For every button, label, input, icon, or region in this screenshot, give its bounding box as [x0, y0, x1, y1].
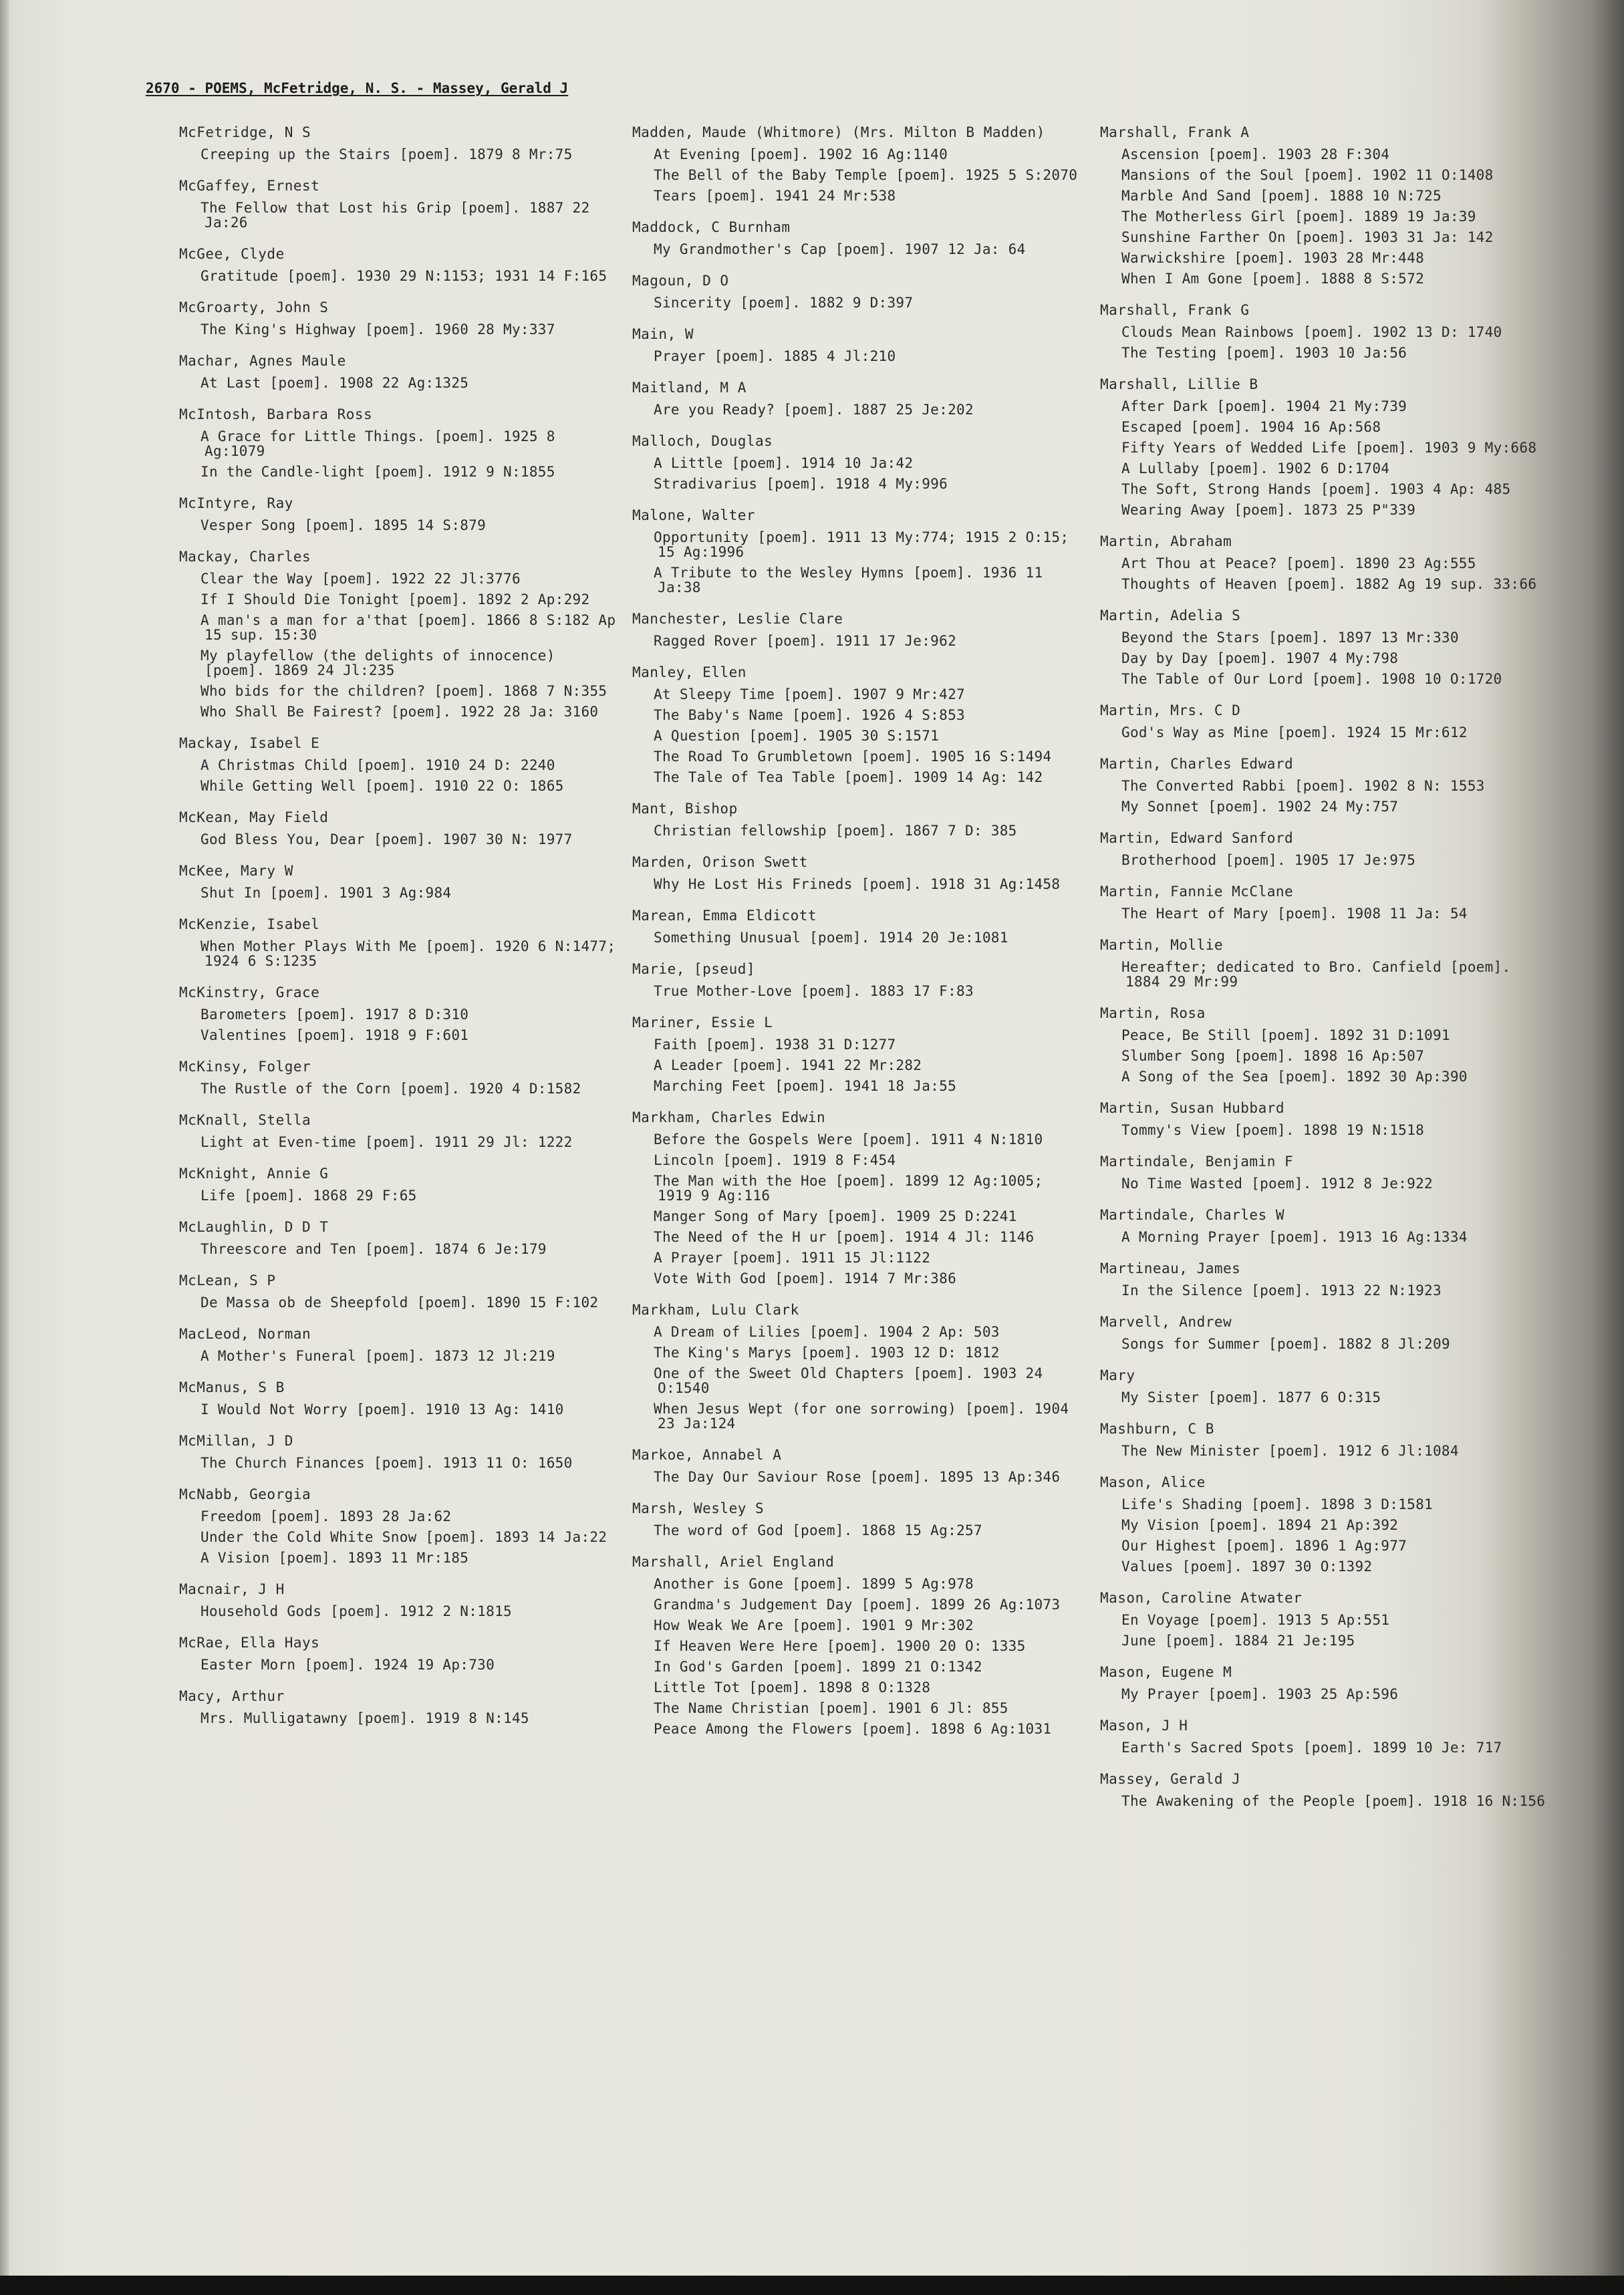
poem-citation: Fifty Years of Wedded Life [poem]. 1903 9 My:668	[1121, 440, 1537, 456]
index-entry	[632, 801, 1093, 838]
poem-citation: Barometers [poem]. 1917 8 D:310	[200, 1006, 469, 1023]
author-name: Marie, [pseud]	[632, 961, 756, 977]
page-edge-shadow	[0, 0, 9, 2276]
author-name: Martin, Rosa	[1100, 1005, 1206, 1021]
index-entry	[1100, 533, 1561, 591]
index-entry	[179, 406, 620, 479]
author-name: McRae, Ella Hays	[179, 1635, 320, 1651]
index-entry	[179, 246, 620, 283]
poem-citation: I Would Not Worry [poem]. 1910 13 Ag: 1410	[200, 1401, 564, 1418]
index-entry	[632, 273, 1093, 310]
index-entry	[179, 735, 620, 793]
index-column-1	[179, 124, 620, 1742]
author-name: Martin, Edward Sanford	[1100, 830, 1294, 846]
poem-citation: The Fellow that Lost his Grip [poem]. 1887 22 Ja:26	[200, 200, 590, 231]
author-name: Mariner, Essie L	[632, 1015, 773, 1031]
poem-citation: A Tribute to the Wesley Hymns [poem]. 1936 11 Ja:38	[654, 565, 1043, 595]
index-entry	[632, 507, 1093, 595]
poem-citation: My Sonnet [poem]. 1902 24 My:757	[1121, 799, 1399, 815]
poem-citation: Stradivarius [poem]. 1918 4 My:996	[654, 476, 948, 492]
index-entry	[179, 1433, 620, 1470]
author-name: McNabb, Georgia	[179, 1486, 311, 1502]
poem-citation: The Name Christian [poem]. 1901 6 Jl: 855	[654, 1700, 1008, 1716]
author-name: McKee, Mary W	[179, 863, 293, 879]
author-name: Marean, Emma Eldicott	[632, 908, 817, 924]
index-entry	[1100, 884, 1561, 921]
poem-citation: Are you Ready? [poem]. 1887 25 Je:202	[654, 402, 974, 418]
author-name: McGee, Clyde	[179, 246, 285, 262]
author-name: Machar, Agnes Maule	[179, 353, 346, 369]
poem-citation: Clouds Mean Rainbows [poem]. 1902 13 D: 1740	[1121, 324, 1502, 340]
poem-citation: A Question [poem]. 1905 30 S:1571	[654, 728, 940, 744]
index-entry	[632, 961, 1093, 998]
poem-citation: Marble And Sand [poem]. 1888 10 N:725	[1121, 188, 1442, 204]
author-name: Marshall, Ariel England	[632, 1554, 835, 1570]
poem-citation: The Converted Rabbi [poem]. 1902 8 N: 1553	[1121, 778, 1485, 794]
index-entry	[1100, 376, 1561, 517]
poem-citation: Shut In [poem]. 1901 3 Ag:984	[200, 885, 452, 901]
poem-citation: Art Thou at Peace? [poem]. 1890 23 Ag:555	[1121, 555, 1476, 571]
index-entry	[632, 664, 1093, 785]
poem-citation: When I Am Gone [poem]. 1888 8 S:572	[1121, 271, 1425, 287]
poem-citation: My Sister [poem]. 1877 6 O:315	[1121, 1389, 1381, 1405]
poem-citation: Peace, Be Still [poem]. 1892 31 D:1091	[1121, 1027, 1450, 1043]
poem-citation: Warwickshire [poem]. 1903 28 Mr:448	[1121, 250, 1425, 266]
author-name: Mason, J H	[1100, 1718, 1188, 1734]
poem-citation: The Baby's Name [poem]. 1926 4 S:853	[654, 707, 965, 723]
index-entry	[179, 1379, 620, 1417]
poem-citation: My Vision [poem]. 1894 21 Ap:392	[1121, 1517, 1399, 1533]
index-entry	[1100, 124, 1561, 286]
poem-citation: In God's Garden [poem]. 1899 21 O:1342	[654, 1659, 982, 1675]
poem-citation: The Man with the Hoe [poem]. 1899 12 Ag:1005; 1919 9 Ag:116	[654, 1173, 1043, 1204]
author-name: Main, W	[632, 326, 694, 342]
author-name: Malloch, Douglas	[632, 433, 773, 449]
poem-citation: No Time Wasted [poem]. 1912 8 Je:922	[1121, 1176, 1433, 1192]
index-entry	[632, 1500, 1093, 1538]
index-entry	[632, 1109, 1093, 1286]
poem-citation: The Table of Our Lord [poem]. 1908 10 O:1720	[1121, 671, 1502, 687]
poem-citation: The word of God [poem]. 1868 15 Ag:257	[654, 1522, 982, 1538]
poem-citation: Gratitude [poem]. 1930 29 N:1153; 1931 14 F:165	[200, 268, 607, 284]
index-entry	[179, 1688, 620, 1726]
author-name: Manchester, Leslie Clare	[632, 611, 843, 627]
index-entry	[632, 908, 1093, 945]
poem-citation: Sunshine Farther On [poem]. 1903 31 Ja: 142	[1121, 229, 1494, 245]
index-entry	[1100, 1474, 1561, 1574]
poem-citation: The Soft, Strong Hands [poem]. 1903 4 Ap: 485	[1121, 481, 1511, 497]
author-name: Martin, Adelia S	[1100, 608, 1241, 624]
index-entry	[179, 124, 620, 162]
index-entry	[632, 380, 1093, 417]
poem-citation: If Heaven Were Here [poem]. 1900 20 O: 1335	[654, 1638, 1026, 1654]
author-name: Macnair, J H	[179, 1581, 285, 1597]
author-name: Martin, Abraham	[1100, 533, 1232, 549]
index-entry	[1100, 1421, 1561, 1458]
author-name: Martindale, Benjamin F	[1100, 1154, 1294, 1170]
poem-citation: Opportunity [poem]. 1911 13 My:774; 1915 2 O:15; 15 Ag:1996	[654, 529, 1069, 560]
poem-citation: The King's Marys [poem]. 1903 12 D: 1812	[654, 1345, 1000, 1361]
poem-citation: Sincerity [poem]. 1882 9 D:397	[654, 295, 914, 311]
page-header: 2670 - POEMS, McFetridge, N. S. - Massey, Gerald J	[146, 80, 569, 96]
poem-citation: Lincoln [poem]. 1919 8 F:454	[654, 1152, 896, 1168]
poem-citation: A Prayer [poem]. 1911 15 Jl:1122	[654, 1250, 931, 1266]
index-entry	[1100, 1260, 1561, 1298]
index-entry	[1100, 608, 1561, 686]
poem-citation: Peace Among the Flowers [poem]. 1898 6 Ag:1031	[654, 1721, 1052, 1737]
index-entry	[1100, 702, 1561, 740]
poem-citation: A Christmas Child [poem]. 1910 24 D: 2240	[200, 757, 555, 773]
poem-citation: Our Highest [poem]. 1896 1 Ag:977	[1121, 1538, 1407, 1554]
author-name: McKinsy, Folger	[179, 1059, 311, 1075]
poem-citation: God's Way as Mine [poem]. 1924 15 Mr:612	[1121, 724, 1468, 740]
index-entry	[1100, 302, 1561, 360]
index-entry	[1100, 1367, 1561, 1405]
author-name: Macy, Arthur	[179, 1688, 285, 1704]
poem-citation: In the Silence [poem]. 1913 22 N:1923	[1121, 1282, 1442, 1299]
poem-citation: De Massa ob de Sheepfold [poem]. 1890 15 F:102	[200, 1295, 599, 1311]
index-entry	[1100, 756, 1561, 814]
index-entry	[1100, 1590, 1561, 1648]
poem-citation: A Leader [poem]. 1941 22 Mr:282	[654, 1057, 922, 1073]
index-entry	[1100, 830, 1561, 867]
poem-citation: Easter Morn [poem]. 1924 19 Ap:730	[200, 1657, 495, 1673]
scanner-bottom-edge	[0, 2276, 1624, 2295]
poem-citation: At Sleepy Time [poem]. 1907 9 Mr:427	[654, 686, 965, 702]
index-entry	[1100, 1314, 1561, 1351]
poem-citation: The Need of the H ur [poem]. 1914 4 Jl: 1146	[654, 1229, 1035, 1245]
author-name: Mason, Alice	[1100, 1474, 1206, 1490]
index-entry	[1100, 1005, 1561, 1084]
author-name: Martin, Susan Hubbard	[1100, 1100, 1285, 1116]
index-entry	[179, 178, 620, 230]
author-name: Martin, Mrs. C D	[1100, 702, 1241, 718]
author-name: McManus, S B	[179, 1379, 285, 1395]
author-name: Marshall, Lillie B	[1100, 376, 1258, 392]
poem-citation: At Last [poem]. 1908 22 Ag:1325	[200, 375, 469, 391]
poem-citation: When Mother Plays With Me [poem]. 1920 6 N:1477; 1924 6 S:1235	[200, 938, 616, 969]
author-name: Martindale, Charles W	[1100, 1207, 1285, 1223]
index-entry	[179, 1486, 620, 1565]
poem-citation: The Motherless Girl [poem]. 1889 19 Ja:39	[1121, 209, 1476, 225]
poem-citation: Prayer [poem]. 1885 4 Jl:210	[654, 348, 896, 364]
author-name: Maitland, M A	[632, 380, 747, 396]
poem-citation: Life's Shading [poem]. 1898 3 D:1581	[1121, 1496, 1433, 1512]
poem-citation: While Getting Well [poem]. 1910 22 O: 1865	[200, 778, 564, 794]
poem-citation: The Tale of Tea Table [poem]. 1909 14 Ag: 142	[654, 769, 1043, 785]
poem-citation: Ascension [poem]. 1903 28 F:304	[1121, 146, 1390, 162]
index-entry	[179, 863, 620, 900]
poem-citation: Songs for Summer [poem]. 1882 8 Jl:209	[1121, 1336, 1450, 1352]
author-name: McFetridge, N S	[179, 124, 311, 140]
index-entry	[179, 1326, 620, 1363]
index-entry	[179, 916, 620, 968]
author-name: McKnight, Annie G	[179, 1166, 329, 1182]
author-name: Massey, Gerald J	[1100, 1771, 1241, 1787]
index-entry	[179, 353, 620, 390]
index-entry	[632, 219, 1093, 257]
author-name: Mason, Caroline Atwater	[1100, 1590, 1303, 1606]
author-name: McKenzie, Isabel	[179, 916, 320, 932]
poem-citation: Slumber Song [poem]. 1898 16 Ap:507	[1121, 1048, 1425, 1064]
poem-citation: Under the Cold White Snow [poem]. 1893 14 Ja:22	[200, 1529, 607, 1545]
author-name: Malone, Walter	[632, 507, 756, 523]
poem-citation: June [poem]. 1884 21 Je:195	[1121, 1633, 1355, 1649]
poem-citation: Light at Even-time [poem]. 1911 29 Jl: 1222	[200, 1134, 573, 1150]
index-entry	[632, 1302, 1093, 1431]
poem-citation: How Weak We Are [poem]. 1901 9 Mr:302	[654, 1617, 974, 1633]
poem-citation: The King's Highway [poem]. 1960 28 My:337	[200, 321, 555, 338]
index-entry	[179, 809, 620, 847]
poem-citation: My Grandmother's Cap [poem]. 1907 12 Ja: 64	[654, 241, 1026, 257]
poem-citation: Beyond the Stars [poem]. 1897 13 Mr:330	[1121, 630, 1459, 646]
poem-citation: The Heart of Mary [poem]. 1908 11 Ja: 54	[1121, 906, 1468, 922]
author-name: Magoun, D O	[632, 273, 729, 289]
poem-citation: Hereafter; dedicated to Bro. Canfield [poem]. 1884 29 Mr:99	[1121, 959, 1511, 990]
index-entry	[179, 1272, 620, 1310]
author-name: Markham, Charles Edwin	[632, 1109, 826, 1125]
poem-citation: Manger Song of Mary [poem]. 1909 25 D:2241	[654, 1208, 1017, 1224]
index-entry	[632, 1447, 1093, 1484]
poem-citation: After Dark [poem]. 1904 21 My:739	[1121, 398, 1407, 414]
author-name: McLean, S P	[179, 1272, 276, 1289]
index-entry	[632, 124, 1093, 203]
poem-citation: The New Minister [poem]. 1912 6 Jl:1084	[1121, 1443, 1459, 1459]
index-entry	[632, 1015, 1093, 1093]
author-name: Marden, Orison Swett	[632, 854, 808, 870]
author-name: McMillan, J D	[179, 1433, 293, 1449]
index-entry	[632, 326, 1093, 364]
poem-citation: Household Gods [poem]. 1912 2 N:1815	[200, 1603, 512, 1619]
poem-citation: Earth's Sacred Spots [poem]. 1899 10 Je: 717	[1121, 1740, 1502, 1756]
poem-citation: Who Shall Be Fairest? [poem]. 1922 28 Ja: 3160	[200, 704, 599, 720]
poem-citation: Tears [poem]. 1941 24 Mr:538	[654, 188, 896, 204]
poem-citation: Grandma's Judgement Day [poem]. 1899 26 Ag:1073	[654, 1597, 1061, 1613]
index-entry	[1100, 1207, 1561, 1244]
index-entry	[179, 1112, 620, 1150]
poem-citation: One of the Sweet Old Chapters [poem]. 1903 24 O:1540	[654, 1365, 1043, 1396]
author-name: McKnall, Stella	[179, 1112, 311, 1128]
poem-citation: The Church Finances [poem]. 1913 11 O: 1650	[200, 1455, 573, 1471]
index-entry	[179, 1166, 620, 1203]
author-name: McKean, May Field	[179, 809, 329, 825]
author-name: Markoe, Annabel A	[632, 1447, 782, 1463]
poem-citation: Vote With God [poem]. 1914 7 Mr:386	[654, 1270, 957, 1287]
author-name: Mackay, Charles	[179, 549, 311, 565]
author-name: Mashburn, C B	[1100, 1421, 1214, 1437]
poem-citation: Marching Feet [poem]. 1941 18 Ja:55	[654, 1078, 957, 1094]
author-name: McGaffey, Ernest	[179, 178, 320, 194]
poem-citation: Valentines [poem]. 1918 9 F:601	[200, 1027, 469, 1043]
author-name: Mason, Eugene M	[1100, 1664, 1232, 1680]
author-name: Markham, Lulu Clark	[632, 1302, 799, 1318]
index-entry	[1100, 1100, 1561, 1137]
poem-citation: Faith [poem]. 1938 31 D:1277	[654, 1037, 896, 1053]
poem-citation: Ragged Rover [poem]. 1911 17 Je:962	[654, 633, 957, 649]
author-name: McKinstry, Grace	[179, 984, 320, 1000]
poem-citation: Christian fellowship [poem]. 1867 7 D: 385	[654, 823, 1017, 839]
poem-citation: Escaped [poem]. 1904 16 Ap:568	[1121, 419, 1381, 435]
author-name: Maddock, C Burnham	[632, 219, 791, 235]
poem-citation: Mansions of the Soul [poem]. 1902 11 O:1408	[1121, 167, 1494, 183]
index-entry	[179, 549, 620, 719]
index-column-3	[1100, 124, 1561, 1825]
poem-citation: When Jesus Wept (for one sorrowing) [poem]. 1904 23 Ja:124	[654, 1401, 1069, 1432]
index-entry	[1100, 1771, 1561, 1808]
poem-citation: The Rustle of the Corn [poem]. 1920 4 D:1582	[200, 1081, 581, 1097]
author-name: McGroarty, John S	[179, 299, 329, 315]
index-entry	[179, 495, 620, 533]
poem-citation: A Lullaby [poem]. 1902 6 D:1704	[1121, 460, 1390, 477]
author-name: McIntyre, Ray	[179, 495, 293, 511]
poem-citation: Mrs. Mulligatawny [poem]. 1919 8 N:145	[200, 1710, 529, 1726]
poem-citation: At Evening [poem]. 1902 16 Ag:1140	[654, 146, 948, 162]
poem-citation: My Prayer [poem]. 1903 25 Ap:596	[1121, 1686, 1399, 1702]
poem-citation: The Awakening of the People [poem]. 1918 16 N:156	[1121, 1793, 1546, 1809]
author-name: Mary	[1100, 1367, 1135, 1383]
author-name: McIntosh, Barbara Ross	[179, 406, 373, 422]
poem-citation: Wearing Away [poem]. 1873 25 P"339	[1121, 502, 1416, 518]
author-name: Manley, Ellen	[632, 664, 747, 680]
poem-citation: In the Candle-light [poem]. 1912 9 N:1855	[200, 464, 555, 480]
index-entry	[179, 984, 620, 1043]
author-name: Martineau, James	[1100, 1260, 1241, 1276]
index-entry	[179, 1219, 620, 1256]
poem-citation: The Testing [poem]. 1903 10 Ja:56	[1121, 345, 1407, 361]
index-entry	[179, 299, 620, 337]
index-entry	[632, 433, 1093, 491]
poem-citation: My playfellow (the delights of innocence) [poem]. 1869 24 Jl:235	[200, 648, 555, 678]
author-name: Martin, Fannie McClane	[1100, 884, 1294, 900]
poem-citation: Brotherhood [poem]. 1905 17 Je:975	[1121, 852, 1416, 868]
poem-citation: Clear the Way [poem]. 1922 22 Jl:3776	[200, 571, 521, 587]
poem-citation: Values [poem]. 1897 30 O:1392	[1121, 1559, 1373, 1575]
index-entry	[1100, 1154, 1561, 1191]
index-entry	[632, 854, 1093, 892]
poem-citation: Before the Gospels Were [poem]. 1911 4 N:1810	[654, 1131, 1043, 1148]
poem-citation: Something Unusual [poem]. 1914 20 Je:1081	[654, 930, 1008, 946]
poem-citation: Little Tot [poem]. 1898 8 O:1328	[654, 1679, 931, 1696]
poem-citation: Vesper Song [poem]. 1895 14 S:879	[200, 517, 487, 533]
author-name: Mackay, Isabel E	[179, 735, 320, 751]
index-entry	[1100, 1718, 1561, 1755]
poem-citation: A Dream of Lilies [poem]. 1904 2 Ap: 503	[654, 1324, 1000, 1340]
author-name: MacLeod, Norman	[179, 1326, 311, 1342]
index-entry	[179, 1635, 620, 1672]
poem-citation: Thoughts of Heaven [poem]. 1882 Ag 19 sup. 33:66	[1121, 576, 1537, 592]
index-entry	[179, 1059, 620, 1096]
poem-citation: The Road To Grumbletown [poem]. 1905 16 S:1494	[654, 749, 1052, 765]
poem-citation: Freedom [poem]. 1893 28 Ja:62	[200, 1508, 452, 1524]
poem-citation: Tommy's View [poem]. 1898 19 N:1518	[1121, 1122, 1425, 1138]
poem-citation: Why He Lost His Frineds [poem]. 1918 31 Ag:1458	[654, 876, 1061, 892]
index-entry	[1100, 1664, 1561, 1702]
poem-citation: A Mother's Funeral [poem]. 1873 12 Jl:219	[200, 1348, 555, 1364]
poem-citation: The Day Our Saviour Rose [poem]. 1895 13 Ap:346	[654, 1469, 1061, 1485]
poem-citation: Another is Gone [poem]. 1899 5 Ag:978	[654, 1576, 974, 1592]
poem-citation: A Song of the Sea [poem]. 1892 30 Ap:390	[1121, 1069, 1468, 1085]
poem-citation: Life [poem]. 1868 29 F:65	[200, 1188, 417, 1204]
index-entry	[632, 1554, 1093, 1736]
author-name: Marvell, Andrew	[1100, 1314, 1232, 1330]
poem-citation: Threescore and Ten [poem]. 1874 6 Je:179	[200, 1241, 547, 1257]
index-column-2	[632, 124, 1093, 1752]
author-name: Marshall, Frank G	[1100, 302, 1250, 318]
poem-citation: A Grace for Little Things. [poem]. 1925 8 Ag:1079	[200, 428, 555, 459]
poem-citation: En Voyage [poem]. 1913 5 Ap:551	[1121, 1612, 1390, 1628]
poem-citation: Creeping up the Stairs [poem]. 1879 8 Mr:75	[200, 146, 573, 162]
poem-citation: Who bids for the children? [poem]. 1868 7 N:355	[200, 683, 607, 699]
poem-citation: A Vision [poem]. 1893 11 Mr:185	[200, 1550, 469, 1566]
poem-citation: The Bell of the Baby Temple [poem]. 1925 5 S:2070	[654, 167, 1078, 183]
poem-citation: A Morning Prayer [poem]. 1913 16 Ag:1334	[1121, 1229, 1468, 1245]
poem-citation: A Little [poem]. 1914 10 Ja:42	[654, 455, 914, 471]
index-entry	[632, 611, 1093, 648]
author-name: Martin, Mollie	[1100, 937, 1224, 953]
author-name: Martin, Charles Edward	[1100, 756, 1294, 772]
author-name: Marshall, Frank A	[1100, 124, 1250, 140]
index-entry	[179, 1581, 620, 1619]
author-name: Marsh, Wesley S	[632, 1500, 765, 1516]
author-name: Mant, Bishop	[632, 801, 738, 817]
poem-citation: A man's a man for a'that [poem]. 1866 8 S:182 Ap 15 sup. 15:30	[200, 612, 616, 643]
poem-citation: True Mother-Love [poem]. 1883 17 F:83	[654, 983, 974, 999]
poem-citation: God Bless You, Dear [poem]. 1907 30 N: 1977	[200, 831, 573, 847]
author-name: Madden, Maude (Whitmore) (Mrs. Milton B Madden)	[632, 124, 1045, 140]
index-entry	[1100, 937, 1561, 989]
poem-citation: If I Should Die Tonight [poem]. 1892 2 Ap:292	[200, 591, 590, 608]
poem-citation: Day by Day [poem]. 1907 4 My:798	[1121, 650, 1399, 666]
author-name: McLaughlin, D D T	[179, 1219, 329, 1235]
